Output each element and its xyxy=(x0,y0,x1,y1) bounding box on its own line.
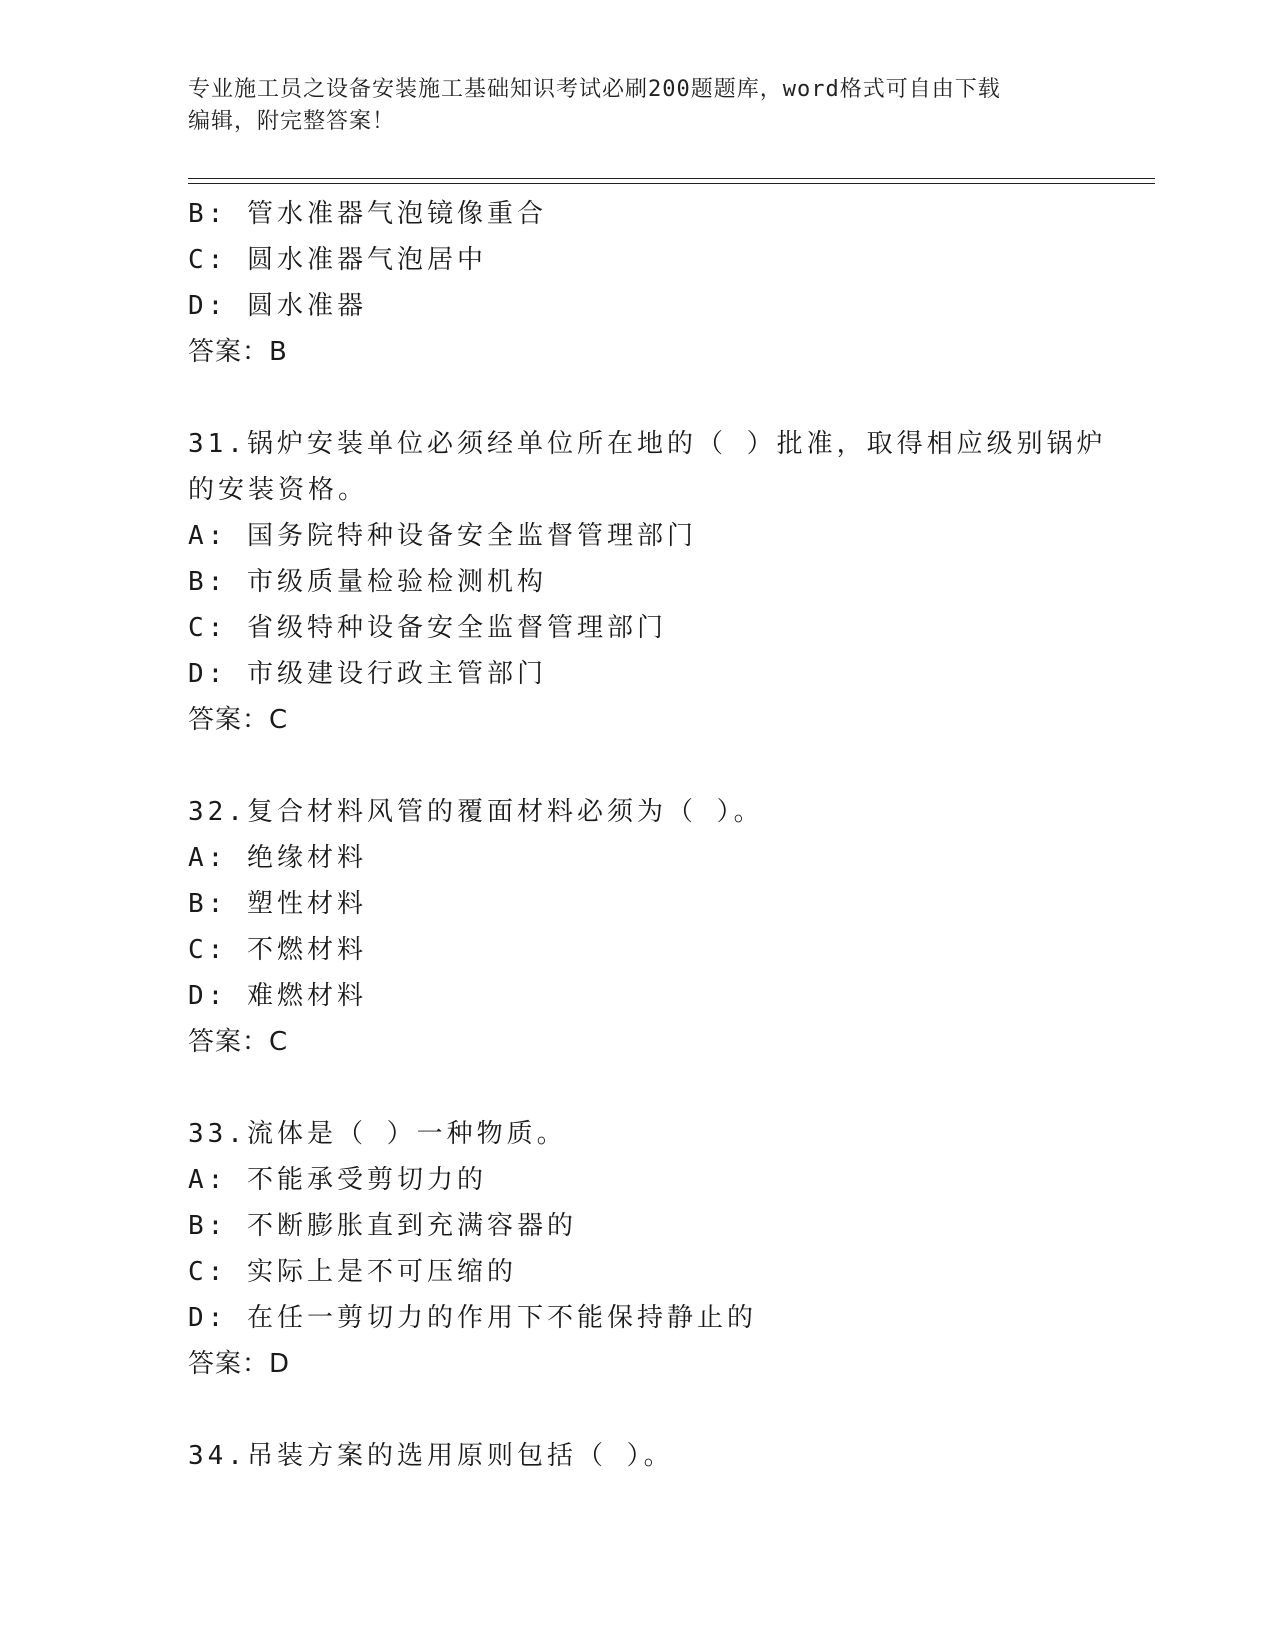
option-b: B: 不断膨胀直到充满容器的 xyxy=(188,1211,577,1241)
question-stem: 32.复合材料风管的覆面材料必须为（ ）。 xyxy=(188,797,764,827)
answer-line: 答案：C xyxy=(188,705,289,735)
header-divider xyxy=(188,178,1155,184)
answer-line: 答案：B xyxy=(188,337,288,367)
option-c: C: 不燃材料 xyxy=(188,935,367,965)
option-c: C: 实际上是不可压缩的 xyxy=(188,1257,517,1287)
question-stem: 31.锅炉安装单位必须经单位所在地的（ ）批准，取得相应级别锅炉 xyxy=(188,429,1107,459)
question-stem: 33.流体是（ ）一种物质。 xyxy=(188,1119,567,1149)
option-c: C: 圆水准器气泡居中 xyxy=(188,245,487,275)
option-a: A: 国务院特种设备安全监督管理部门 xyxy=(188,521,697,551)
option-b: B: 管水准器气泡镜像重合 xyxy=(188,199,547,229)
question-stem: 34.吊装方案的选用原则包括（ ）。 xyxy=(188,1441,674,1471)
question-block-34 xyxy=(188,1433,1088,1479)
answer-line: 答案：D xyxy=(188,1349,291,1379)
question-block-33 xyxy=(188,1111,1088,1387)
document-header xyxy=(188,74,1088,138)
answer-line: 答案：C xyxy=(188,1027,289,1057)
question-stem-continued: 的安装资格。 xyxy=(188,475,369,505)
option-d: D: 圆水准器 xyxy=(188,291,367,321)
option-d: D: 市级建设行政主管部门 xyxy=(188,659,547,689)
option-d: D: 在任一剪切力的作用下不能保持静止的 xyxy=(188,1303,757,1333)
question-block-partial xyxy=(188,191,1088,375)
header-title-line-2: 编辑，附完整答案！ xyxy=(188,109,396,134)
option-b: B: 塑性材料 xyxy=(188,889,367,919)
option-c: C: 省级特种设备安全监督管理部门 xyxy=(188,613,667,643)
question-block-32 xyxy=(188,789,1088,1065)
question-block-31 xyxy=(188,421,1107,743)
option-a: A: 不能承受剪切力的 xyxy=(188,1165,487,1195)
option-d: D: 难燃材料 xyxy=(188,981,367,1011)
header-title-line-1: 专业施工员之设备安装施工基础知识考试必刷200题题库，word格式可自由下载 xyxy=(188,77,1001,102)
option-a: A: 绝缘材料 xyxy=(188,843,367,873)
option-b: B: 市级质量检验检测机构 xyxy=(188,567,547,597)
question-list xyxy=(188,191,1107,1525)
